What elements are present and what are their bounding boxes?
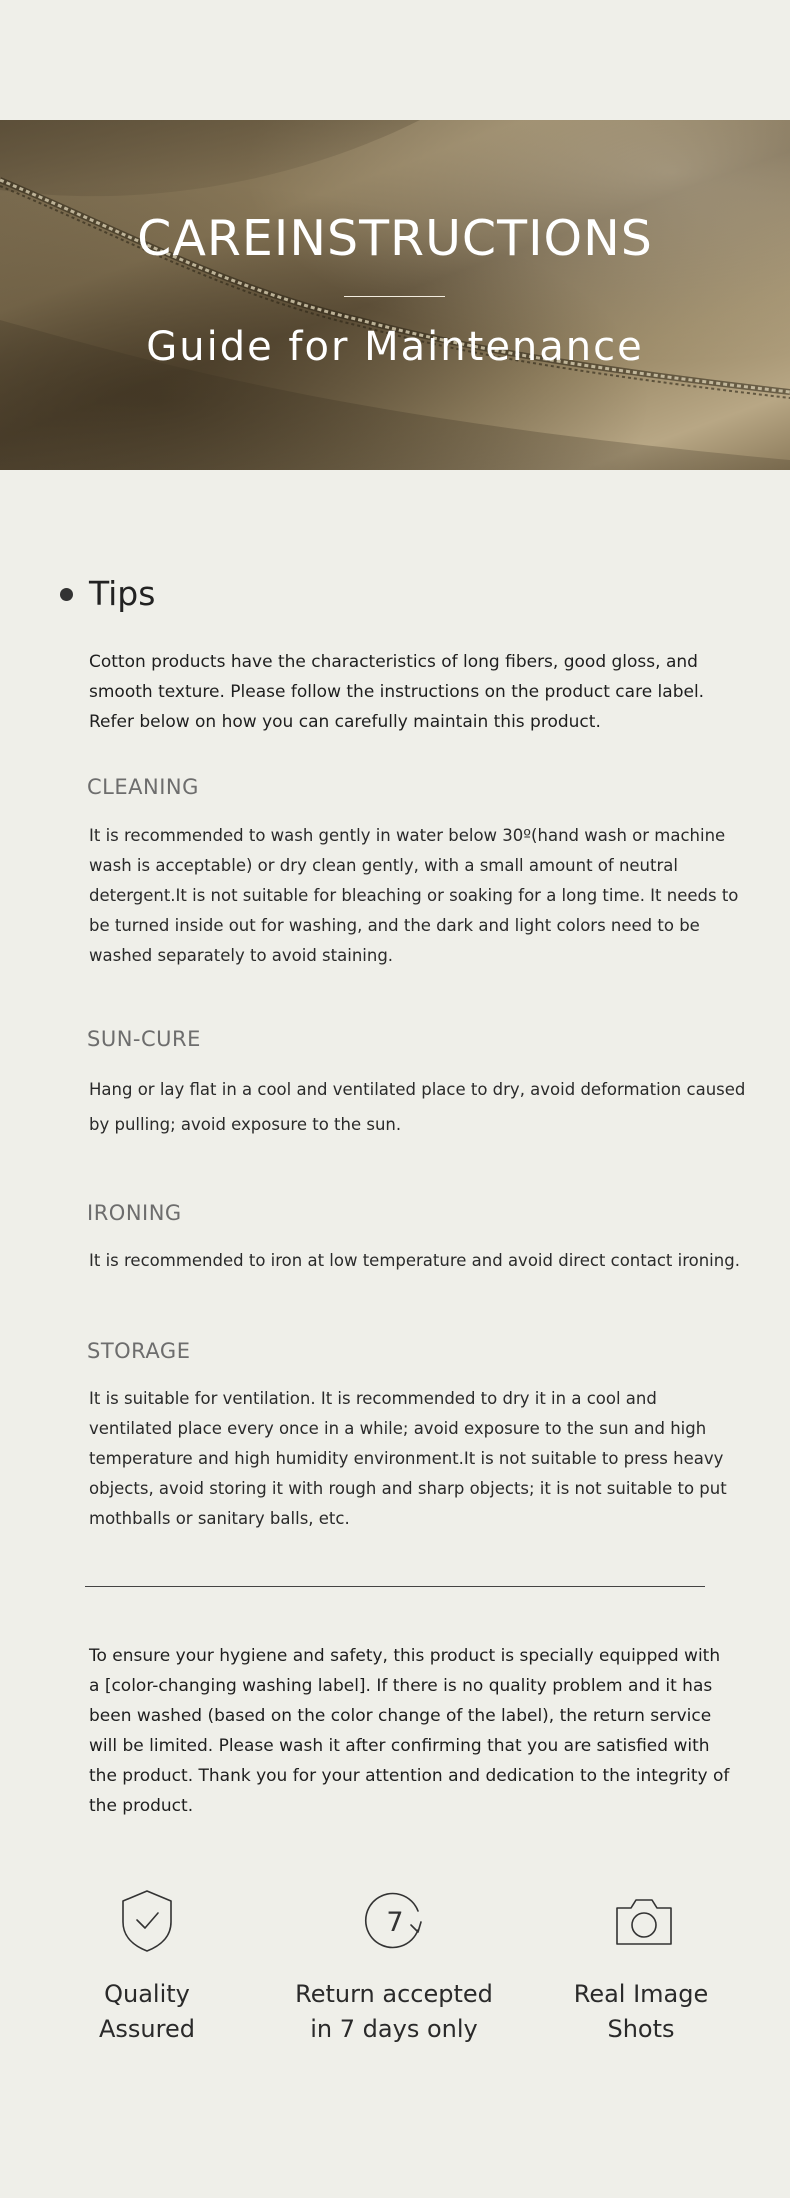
hero-subtitle: Guide for Maintenance bbox=[146, 324, 644, 370]
seven-day-return-icon bbox=[364, 1890, 426, 1956]
ironing-title: IRONING bbox=[87, 1201, 182, 1225]
tips-intro: Cotton products have the characteristics of long fibers, good gloss, and smooth texture. Please follow the instructions on the product care label. Refer below on how you can carefully maintain this product. bbox=[89, 652, 705, 732]
section-divider bbox=[85, 1586, 705, 1587]
hero-banner bbox=[0, 120, 790, 470]
shield-check-icon bbox=[117, 1888, 177, 1958]
feature-return-line1: Return accepted bbox=[295, 1980, 493, 2008]
hero-title: CAREINSTRUCTIONS bbox=[137, 210, 653, 267]
feature-return-line2: in 7 days only bbox=[310, 2015, 478, 2043]
ironing-body: It is recommended to iron at low temperature and avoid direct contact ironing. bbox=[89, 1251, 740, 1270]
feature-real-image-line2: Shots bbox=[607, 2015, 675, 2043]
cleaning-title: CLEANING bbox=[87, 775, 199, 799]
feature-real-image-label bbox=[511, 1977, 771, 2047]
feature-real-image-line1: Real Image bbox=[573, 1980, 709, 2008]
camera-icon bbox=[613, 1896, 675, 1952]
tips-heading: Tips bbox=[89, 574, 156, 613]
cleaning-body: It is recommended to wash gently in water below 30º(hand wash or machine wash is acceptable) or dry clean gently, with a small amount of neutral detergent.It is not suitable for bleaching or soaking for a long time. It needs to be turned inside out for washing, and the dark and light colors need to be washed separately to avoid staining. bbox=[89, 826, 739, 965]
seven-glyph: 7 bbox=[386, 1907, 404, 1938]
storage-title: STORAGE bbox=[87, 1339, 191, 1363]
feature-quality-line2: Assured bbox=[99, 2015, 195, 2043]
fabric-background bbox=[0, 120, 790, 470]
hero-divider bbox=[344, 296, 445, 297]
feature-quality-line1: Quality bbox=[104, 1980, 190, 2008]
sun-cure-title: SUN-CURE bbox=[87, 1027, 201, 1051]
washing-label-notice: To ensure your hygiene and safety, this product is specially equipped with a [color-changing washing label]. If there is no quality problem and it has been washed (based on the color change of the label), the return service will be limited. Please wash it after confirming that you are satisfied with the product. Thank you for your attention and dedication to the integrity of the product. bbox=[89, 1646, 730, 1816]
tips-bullet bbox=[60, 588, 73, 601]
storage-body: It is suitable for ventilation. It is recommended to dry it in a cool and ventilated place every once in a while; avoid exposure to the sun and high temperature and high humidity environment.It is not suitable to press heavy objects, avoid storing it with rough and sharp objects; it is not suitable to put mothballs or sanitary balls, etc. bbox=[89, 1389, 727, 1528]
sun-cure-body: Hang or lay flat in a cool and ventilated place to dry, avoid deformation caused by pulling; avoid exposure to the sun. bbox=[89, 1080, 746, 1134]
feature-return-label bbox=[264, 1977, 524, 2047]
feature-quality-label bbox=[17, 1977, 277, 2047]
